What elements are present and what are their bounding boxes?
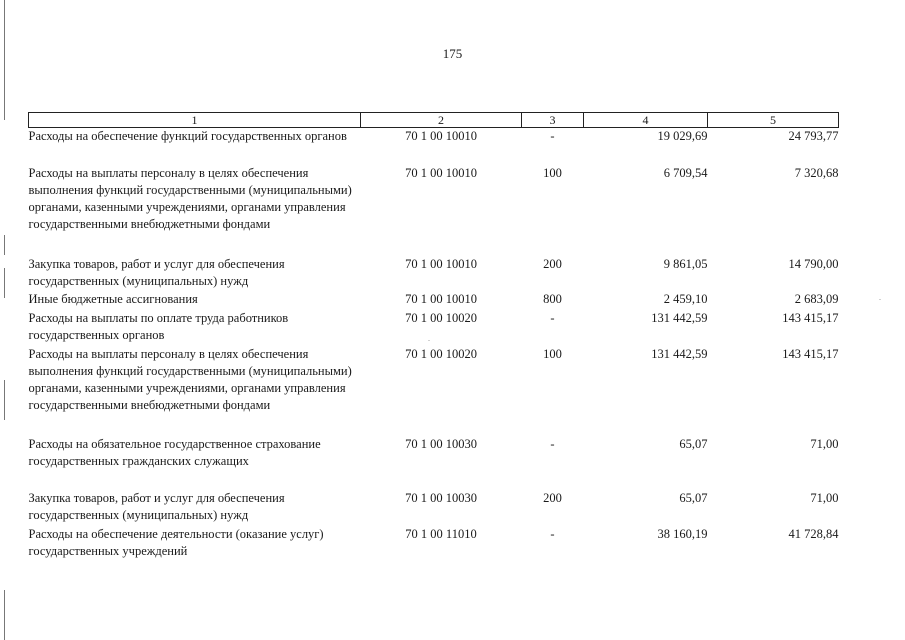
row-value-4: 6 709,54 [663, 165, 708, 180]
row-value-4: 65,07 [679, 490, 708, 505]
row-kind: - [550, 310, 555, 325]
row-kind: 200 [543, 256, 562, 271]
row-value-5: 7 320,68 [794, 165, 839, 180]
col-header-3: 3 [522, 113, 584, 128]
row-name: Расходы на обеспечение деятельности (оказание услуг) государственных учреждений [28, 526, 324, 558]
scan-speck: . [879, 293, 881, 302]
row-value-4: 2 459,10 [663, 291, 708, 306]
table-row [29, 291, 839, 310]
row-kind: 100 [543, 346, 562, 361]
table-row [29, 256, 839, 291]
row-value-5: 2 683,09 [794, 291, 839, 306]
row-kind: - [550, 436, 555, 451]
table-header-row [29, 113, 839, 128]
table-row [29, 165, 839, 256]
row-value-4: 9 861,05 [663, 256, 708, 271]
row-value-5: 71,00 [810, 436, 839, 451]
row-name: Закупка товаров, работ и услуг для обеспечения государственных (муниципальных) нужд [28, 256, 285, 288]
col-header-2: 2 [361, 113, 522, 128]
col-header-1: 1 [29, 113, 361, 128]
row-value-5: 14 790,00 [788, 256, 839, 271]
table-row [29, 346, 839, 436]
row-code: 70 1 00 11010 [405, 526, 477, 541]
page-number: 175 [442, 46, 463, 61]
row-code: 70 1 00 10020 [405, 310, 477, 325]
row-value-5: 41 728,84 [788, 526, 839, 541]
row-value-4: 131 442,59 [651, 310, 708, 325]
row-code: 70 1 00 10010 [405, 291, 477, 306]
row-value-5: 143 415,17 [782, 310, 839, 325]
scan-margin-line [4, 268, 5, 298]
row-kind: 100 [543, 165, 562, 180]
row-value-4: 38 160,19 [657, 526, 708, 541]
row-value-4: 131 442,59 [651, 346, 708, 361]
table-row [29, 436, 839, 490]
col-header-4: 4 [584, 113, 708, 128]
table-row [29, 490, 839, 526]
row-name: Иные бюджетные ассигнования [28, 291, 198, 306]
table-row [29, 526, 839, 562]
row-value-5: 24 793,77 [788, 129, 839, 143]
row-name: Расходы на выплаты по оплате труда работников государственных органов [28, 310, 289, 342]
row-kind: - [550, 526, 555, 541]
budget-table [28, 112, 839, 562]
row-name: Расходы на выплаты персоналу в целях обеспечения выполнения функций государственными (муниципальными) органами, казенными учреждениями, органами управления государственными внебюджетными фондами [28, 165, 352, 232]
row-code: 70 1 00 10030 [405, 490, 477, 505]
col-header-5: 5 [708, 113, 839, 128]
table-row [29, 310, 839, 346]
row-code: 70 1 00 10030 [405, 436, 477, 451]
row-value-5: 143 415,17 [782, 346, 839, 361]
row-kind: 200 [543, 490, 562, 505]
row-name: Расходы на обязательное государственное страхование государственных гражданских служащих [28, 436, 321, 468]
table-row [29, 128, 839, 165]
row-value-4: 19 029,69 [657, 129, 708, 143]
row-code: 70 1 00 10010 [405, 129, 477, 143]
row-value-5: 71,00 [810, 490, 839, 505]
row-code: 70 1 00 10010 [405, 165, 477, 180]
row-name: Расходы на обеспечение функций государственных органов [28, 129, 347, 143]
row-code: 70 1 00 10010 [405, 256, 477, 271]
row-kind: - [550, 129, 555, 143]
row-kind: 800 [543, 291, 562, 306]
scan-margin-line [4, 380, 5, 420]
scan-margin-line [4, 590, 5, 640]
scan-margin-line [4, 235, 5, 255]
row-value-4: 65,07 [679, 436, 708, 451]
row-name: Закупка товаров, работ и услуг для обеспечения государственных (муниципальных) нужд [28, 490, 285, 522]
scan-speck: . [428, 334, 430, 343]
row-code: 70 1 00 10020 [405, 346, 477, 361]
row-name: Расходы на выплаты персоналу в целях обеспечения выполнения функций государственными (муниципальными) органами, казенными учреждениями, органами управления государственными внебюджетными фондами [28, 346, 352, 413]
